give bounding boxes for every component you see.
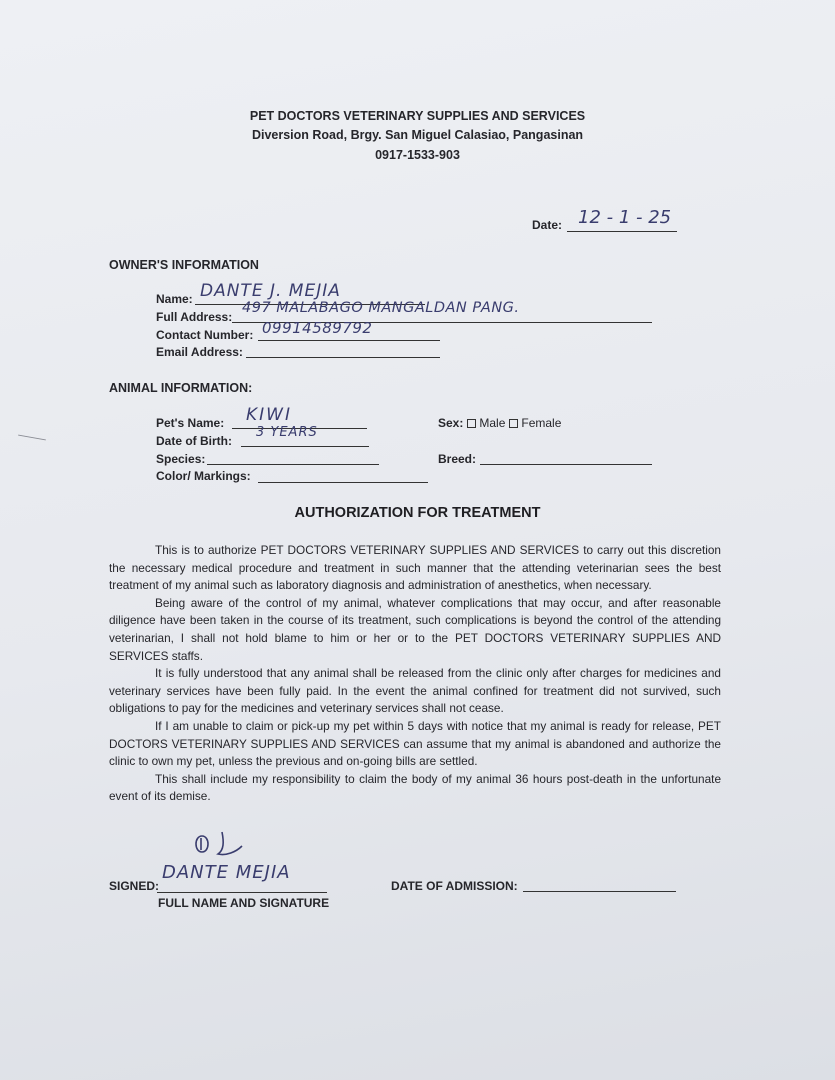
dob-value: 3 YEARS bbox=[256, 425, 318, 440]
breed-label: Breed: bbox=[438, 452, 477, 466]
name-label: Name: bbox=[156, 292, 193, 306]
address-label: Full Address: bbox=[156, 310, 233, 324]
markings-label: Color/ Markings: bbox=[156, 469, 251, 483]
company-name: PET DOCTORS VETERINARY SUPPLIES AND SERVICES bbox=[249, 109, 586, 123]
margin-mark bbox=[18, 435, 46, 441]
female-checkbox[interactable] bbox=[509, 419, 518, 428]
name-value: DANTE J. MEJIA bbox=[200, 281, 341, 301]
male-checkbox[interactable] bbox=[467, 419, 476, 428]
contact-line bbox=[258, 340, 440, 341]
owner-section-title: OWNER'S INFORMATION bbox=[109, 258, 259, 272]
markings-line bbox=[258, 482, 428, 483]
signature-flourish bbox=[190, 826, 260, 866]
admission-line bbox=[523, 891, 676, 892]
sex-field bbox=[438, 416, 561, 430]
authorization-body bbox=[109, 542, 721, 806]
date-value: 12 - 1 - 25 bbox=[578, 207, 672, 228]
authorization-paragraph: It is fully understood that any animal shall be released from the clinic only after charges for medicines and veterinary services have been fully paid. In the event the animal confined for treatment did not survived, such obligations to pay for the medicines and veterinary services shall not cease. bbox=[109, 666, 721, 716]
sex-label: Sex: bbox=[438, 416, 464, 430]
email-line bbox=[246, 357, 440, 358]
authorization-paragraph: If I am unable to claim or pick-up my pet within 5 days with notice that my animal is ready for release, PET DOCTORS VETERINARY SUPPLIES AND SERVICES can assume that my animal is abandoned and authorize the clinic to own my pet, unless the previous and on-going bills are settled. bbox=[109, 718, 721, 769]
email-label: Email Address: bbox=[156, 345, 243, 359]
authorization-paragraph: Being aware of the control of my animal, whatever complications that may occur, and after reasonable diligence have been taken in the course of its treatment, such complications is beyond the control of the attending veterinarian, I shall not hold blame to him or her or to the PET DOCTORS VETERINARY SUPPLIES AND SERVICES staffs. bbox=[109, 595, 721, 663]
pet-name-value: KIWI bbox=[246, 405, 292, 425]
authorization-paragraph: This shall include my responsibility to claim the body of my animal 36 hours post-death in the unfortunate event of its demise. bbox=[109, 771, 721, 804]
admission-label: DATE OF ADMISSION: bbox=[391, 879, 518, 893]
species-line bbox=[207, 464, 379, 465]
dob-line bbox=[241, 446, 369, 447]
dob-label: Date of Birth: bbox=[156, 434, 232, 448]
signature-caption: FULL NAME AND SIGNATURE bbox=[158, 896, 330, 910]
date-line bbox=[567, 231, 677, 232]
female-option-label: Female bbox=[521, 416, 562, 430]
signed-label: SIGNED: bbox=[109, 879, 160, 893]
signature-line bbox=[157, 892, 327, 893]
address-value: 497 MALABAGO MANGALDAN PANG. bbox=[242, 300, 520, 316]
authorization-paragraph: This is to authorize PET DOCTORS VETERINARY SUPPLIES AND SERVICES to carry out this discretion the necessary medical procedure and treatment in such manner that the attending veterinarian sees the best treatment of my animal such as laboratory diagnosis and administration of anesthetics, when necessary. bbox=[109, 543, 721, 593]
species-label: Species: bbox=[156, 452, 206, 466]
male-option-label: Male bbox=[479, 416, 506, 430]
date-label: Date: bbox=[532, 218, 563, 232]
company-phone: 0917-1533-903 bbox=[375, 148, 460, 162]
company-address: Diversion Road, Brgy. San Miguel Calasiao, Pangasinan bbox=[251, 128, 584, 142]
contact-value: 09914589792 bbox=[262, 319, 373, 337]
breed-line bbox=[480, 464, 652, 465]
pet-name-label: Pet's Name: bbox=[156, 416, 225, 430]
contact-label: Contact Number: bbox=[156, 328, 254, 342]
animal-section-title: ANIMAL INFORMATION: bbox=[109, 381, 253, 395]
authorization-title: AUTHORIZATION FOR TREATMENT bbox=[294, 505, 541, 521]
signature-name-value: DANTE MEJIA bbox=[162, 862, 291, 883]
